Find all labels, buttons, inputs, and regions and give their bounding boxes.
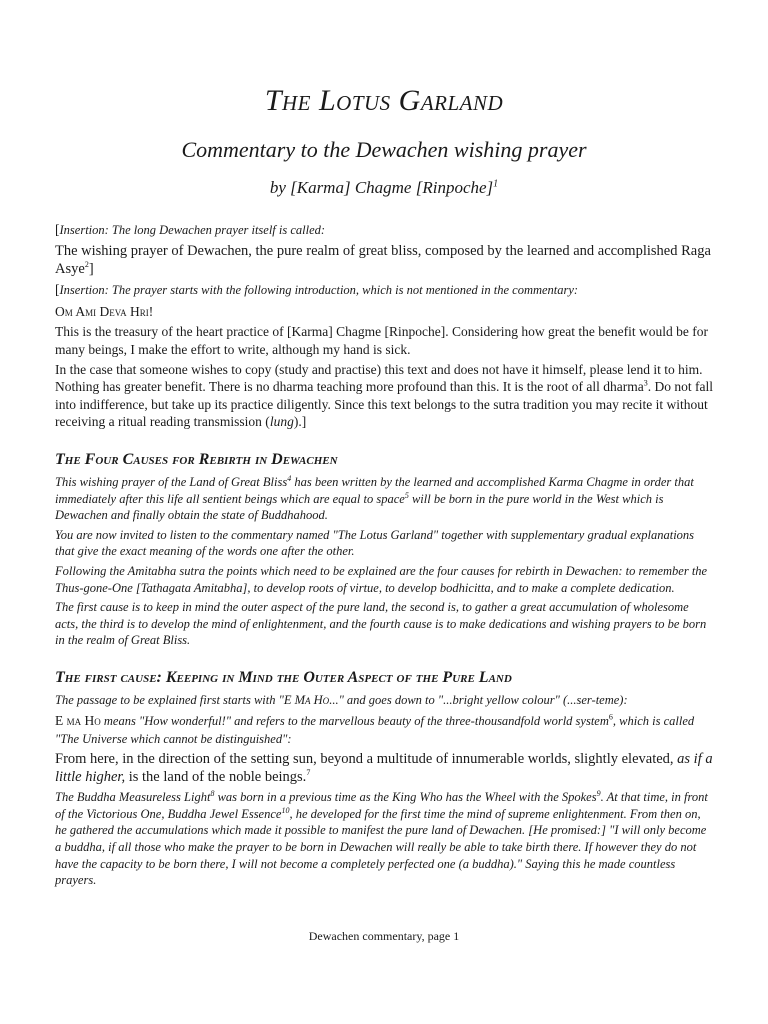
paragraph-text: was born in a previous time as the King Who has the Wheel with the Spokes [214,790,597,805]
footnote-ref: 1 [493,178,499,190]
section-paragraph [55,474,713,524]
section-paragraph [55,692,713,709]
paragraph-text: , which is called "The Universe which cannot be distinguished": [55,714,695,746]
bracket: ] [88,261,94,278]
footnote-ref: 6 [608,712,613,722]
paragraph-text: . At that time, in front of the Victorious One, Buddha Jewel Essence [55,790,708,821]
document-body [55,221,713,892]
paragraph-text: . Do not fall into indifference, but take up its practice diligently. Since this text belongs to the sutra tradition you may recite it without receiving a ritual reading transmission ( [55,379,713,430]
paragraph-text: The Buddha Measureless Light [55,790,211,805]
paragraph-text: will be born in the pure world in the West which is Dewachen and finally obtain the state of Buddhahood. [55,491,664,523]
insertion-label: Insertion: The prayer starts with the following introduction, which is not mentioned in the commentary: [59,283,579,298]
prayer-name-paragraph [55,242,713,278]
section-paragraph [55,789,713,889]
italic-term: lung [269,414,294,430]
section-paragraph [55,750,713,786]
paragraph-text: means "How wonderful!" and refers to the marvellous beauty of the three-thousandfold world system [100,714,609,728]
section-heading: The first cause: Keeping in Mind the Outer Aspect of the Pure Land [55,669,512,686]
page-footer: Dewachen commentary, page 1 [308,929,460,943]
footnote-ref: 10 [281,805,290,815]
paragraph-text: This wishing prayer of the Land of Great Bliss [55,475,288,490]
mantra-term: E ma Ho [55,713,101,728]
footnote-ref: 4 [287,473,292,483]
section-paragraph [55,712,713,747]
paragraph-text: ..." and goes down to "...bright yellow colour" (...ser-teme): [329,693,628,708]
footnote-ref: 7 [306,768,311,778]
prayer-name-text: The wishing prayer of Dewachen, the pure realm of great bliss, composed by the learned and accomplished Raga Asye [55,243,711,278]
insertion-note [55,281,713,299]
footnote-ref: 2 [84,260,89,270]
italic-phrase: as if a little higher, [55,751,713,786]
footnote-ref: 3 [643,378,648,388]
section-paragraph: Following the Amitabha sutra the points which need to be explained are the four causes for rebirth in Dewachen: to remember the Thus-gone-One [Tathagata Amitabha], to develop roots of virtue, to develop bodhicitta, and to make a complete dedication. [55,564,708,595]
treasury-paragraph: This is the treasury of the heart practice of [Karma] Chagme [Rinpoche]. Considering how great the benefit would be for many beings, I make the effort to write, although my hand is sick. [55,324,709,357]
document-title: The Lotus Garland [264,84,504,117]
copy-paragraph [55,361,713,431]
paragraph-text: In the case that someone wishes to copy (study and practise) this text and does not have it himself, please lend it to him. Nothing has greater benefit. There is no dharma teaching more profound than this. It is the root of all dharma [55,362,703,395]
mantra-term: E Ma Ho [283,693,330,708]
paragraph-text: , he developed for the first time the mind of supreme enlightenment. From then on, he gathered the accumulations which made it possible to manifest the pure land of Dewachen. [He promised:] "I will only become a buddha, if all those who make the prayer to be born in Dewachen will really be able to take birth there. If however they do not have the capacity to be born there, I will not become a completely perfected one (a buddha)." Saying this he made countless prayers. [55,806,707,888]
paragraph-text: ).] [293,414,307,430]
insertion-note [55,221,713,239]
bracket: [ [55,282,60,298]
section-paragraph: The first cause is to keep in mind the outer aspect of the pure land, the second is, to gather a great accumulation of wholesome acts, the third is to develop the mind of enlightenment, and the fourth cause is to make dedications and wishing prayers to be born in the realm of Great Bliss. [55,600,707,648]
section-heading: The Four Causes for Rebirth in Dewachen [55,450,338,468]
footnote-ref: 8 [210,789,215,799]
paragraph-text: has been written by the learned and accomplished Karma Chagme in order that immediately after this life all sentient beings which are equal to space [55,475,694,506]
insertion-label: Insertion: The long Dewachen prayer itself is called: [59,223,326,237]
footnote-ref: 9 [596,789,601,799]
paragraph-text: is the land of the noble beings. [125,769,307,786]
document-subtitle: Commentary to the Dewachen wishing prayer [181,137,587,162]
section-paragraph: You are now invited to listen to the commentary named "The Lotus Garland" together with supplementary gradual explanations that give the exact meaning of the words one after the other. [55,527,695,559]
mantra-line: Om Ami Deva Hri! [55,303,154,319]
footnote-ref: 5 [404,490,409,500]
paragraph-text: From here, in the direction of the setting sun, beyond a multitude of innumerable worlds, slightly elevated, [55,751,678,768]
paragraph-text: The passage to be explained first starts with " [55,693,284,708]
bracket: [ [55,222,60,237]
author-byline [0,178,768,198]
byline-text: by [Karma] Chagme [Rinpoche] [269,178,494,197]
